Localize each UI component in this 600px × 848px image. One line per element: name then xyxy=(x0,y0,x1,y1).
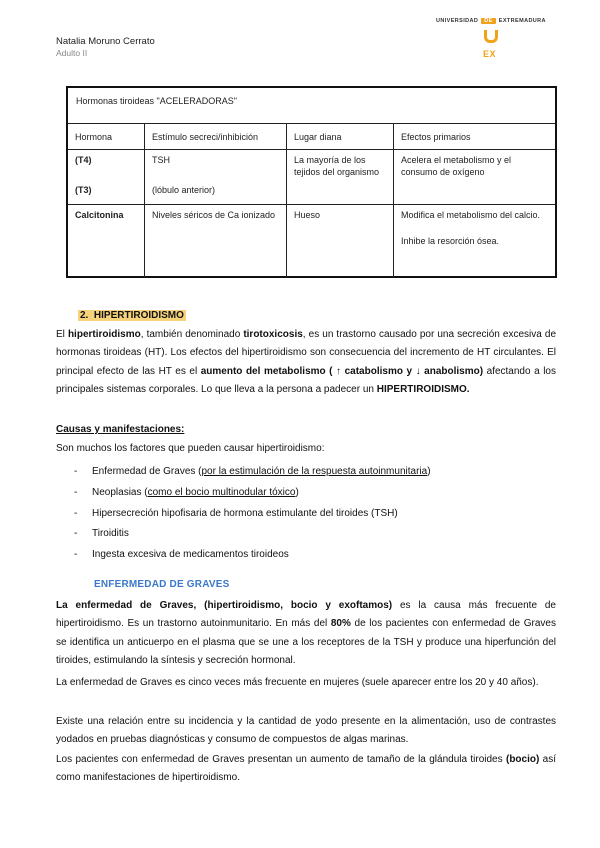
bullet-dash: - xyxy=(74,486,78,498)
list-item xyxy=(74,483,554,504)
text-run: , es un trastorno causado por una secreción excesiva de hormonas tiroideas (HT). Los efectos del hipertiroidismo son consecuencia del incremento de HT circulantes. El principal efecto de las HT es el xyxy=(56,329,557,377)
bold-term: hipertiroidismo xyxy=(67,329,141,340)
bold-term: HIPERTIROIDISMO. xyxy=(376,384,470,396)
text-run: Los pacientes con enfermedad de Graves presentan un aumento de tamaño de la glándula tiroides xyxy=(56,754,506,765)
causes-intro: Son muchos los factores que pueden causar hipertiroidismo: xyxy=(56,443,325,454)
table-header-row xyxy=(68,124,555,150)
graves-paragraph-4 xyxy=(56,751,556,788)
item-tail: ) xyxy=(427,466,431,477)
hormone-t4: (T4) xyxy=(75,155,92,165)
section-heading xyxy=(78,310,186,321)
bold-term: La enfermedad de Graves, (hipertiroidismo, bocio y exoftamos) xyxy=(56,600,393,611)
list-item xyxy=(74,524,554,545)
table-header-cell: Efectos primarios xyxy=(401,132,471,142)
table-header-cell: Estímulo secreci/inhibición xyxy=(145,124,287,149)
course-name: Adulto II xyxy=(56,48,88,58)
section-title: HIPERTIROIDISMO xyxy=(93,310,184,321)
table-cell-hormone: Calcitonina xyxy=(68,205,145,278)
table-cell-effect xyxy=(394,205,555,278)
graves-heading: ENFERMEDAD DE GRAVES xyxy=(94,579,230,590)
table-title: Hormonas tiroideas "ACELERADORAS" xyxy=(68,88,555,124)
bullet-dash: - xyxy=(74,528,78,540)
table-cell-hormone xyxy=(68,150,145,204)
list-item xyxy=(74,462,554,483)
logo-u-icon xyxy=(484,30,498,50)
table-header-cell: Lugar diana xyxy=(287,124,394,149)
section-number: 2. xyxy=(80,310,89,321)
causes-heading: Causas y manifestaciones: xyxy=(56,424,185,435)
list-item xyxy=(74,504,554,525)
author-name: Natalia Moruno Cerrato xyxy=(56,36,155,47)
bold-term: tirotoxicosis xyxy=(243,329,303,340)
causes-list xyxy=(74,462,554,566)
item-tail: ) xyxy=(295,486,299,498)
table-cell-stimulus: Niveles séricos de Ca ionizado xyxy=(145,205,287,278)
list-item xyxy=(74,545,554,566)
table-cell-stimulus xyxy=(145,150,287,204)
graves-paragraph-2: La enfermedad de Graves es cinco veces más frecuente en mujeres (suele aparecer entre los 20 y 40 años). xyxy=(56,677,539,688)
item-text: Tiroiditis xyxy=(92,528,129,540)
bullet-dash: - xyxy=(74,507,78,519)
stimulus-line: (lóbulo anterior) xyxy=(152,185,216,195)
table-row xyxy=(68,150,555,205)
logo-text-mid: DE xyxy=(481,18,495,24)
hyperthyroidism-paragraph xyxy=(56,326,556,400)
stimulus-line: TSH xyxy=(152,155,170,165)
item-text: Hipersecreción hipofisaria de hormona estimulante del tiroides (TSH) xyxy=(92,507,398,519)
bold-term: 80% xyxy=(330,618,351,630)
bullet-dash: - xyxy=(74,549,78,561)
table-cell-target: Hueso xyxy=(287,205,394,278)
table-cell-target: La mayoría de los tejidos del organismo xyxy=(287,150,394,204)
table-header-cell: Hormona xyxy=(68,124,145,149)
item-underlined-text: por la estimulación de la respuesta autoinmunitaria xyxy=(201,466,428,477)
text-run: , también denominado xyxy=(140,329,244,340)
item-underlined-text: como el bocio multinodular tóxico xyxy=(147,486,296,498)
item-text: Enfermedad de Graves ( xyxy=(92,466,202,477)
logo-text-right: EXTREMADURA xyxy=(498,18,546,24)
bold-term: (bocio) xyxy=(505,754,540,765)
text-run: así como manifestaciones de hipertiroidismo. xyxy=(56,754,557,784)
graves-paragraph-1 xyxy=(56,597,556,671)
effect-line: Modifica el metabolismo del calcio. xyxy=(401,210,541,220)
text-run: de los pacientes con enfermedad de Graves se identifica un anticuerpo en el plasma que se une a los receptores de la TSH y produce una hiperfunción del tiroides, estimulando la síntesis y secreción hormonal. xyxy=(56,618,556,667)
item-text: Ingesta excesiva de medicamentos tiroideos xyxy=(92,549,289,561)
text-run: afectando a los principales sistemas corporales. Lo que lleva a la persona a padecer un xyxy=(56,365,556,396)
effect-line: Inhibe la resorción ósea. xyxy=(401,236,500,246)
text-run: El xyxy=(56,329,68,340)
item-text: Neoplasias ( xyxy=(92,486,148,498)
logo-text-left: UNIVERSIDAD xyxy=(436,18,479,24)
logo-ex-text: EX xyxy=(483,49,497,59)
table-row xyxy=(68,205,555,278)
bullet-dash: - xyxy=(74,466,78,477)
table-cell-effect: Acelera el metabolismo y el consumo de oxígeno xyxy=(401,155,512,177)
text-run: es la causa más frecuente de hipertiroidismo. Es un trastorno autoinmunitario. En más del xyxy=(56,600,556,630)
graves-paragraph-3: Existe una relación entre su incidencia y la cantidad de yodo presente en la alimentación, uso de contrastes yodados en pruebas diagnósticas y consumo de compuestos de algas marinas. xyxy=(56,716,556,746)
bold-term: aumento del metabolismo ( ↑ catabolismo y ↓ anabolismo) xyxy=(200,365,484,377)
thyroid-hormones-table xyxy=(66,86,557,278)
university-logo xyxy=(436,16,556,62)
hormone-t3: (T3) xyxy=(75,185,92,195)
logo-wordmark xyxy=(436,18,556,28)
